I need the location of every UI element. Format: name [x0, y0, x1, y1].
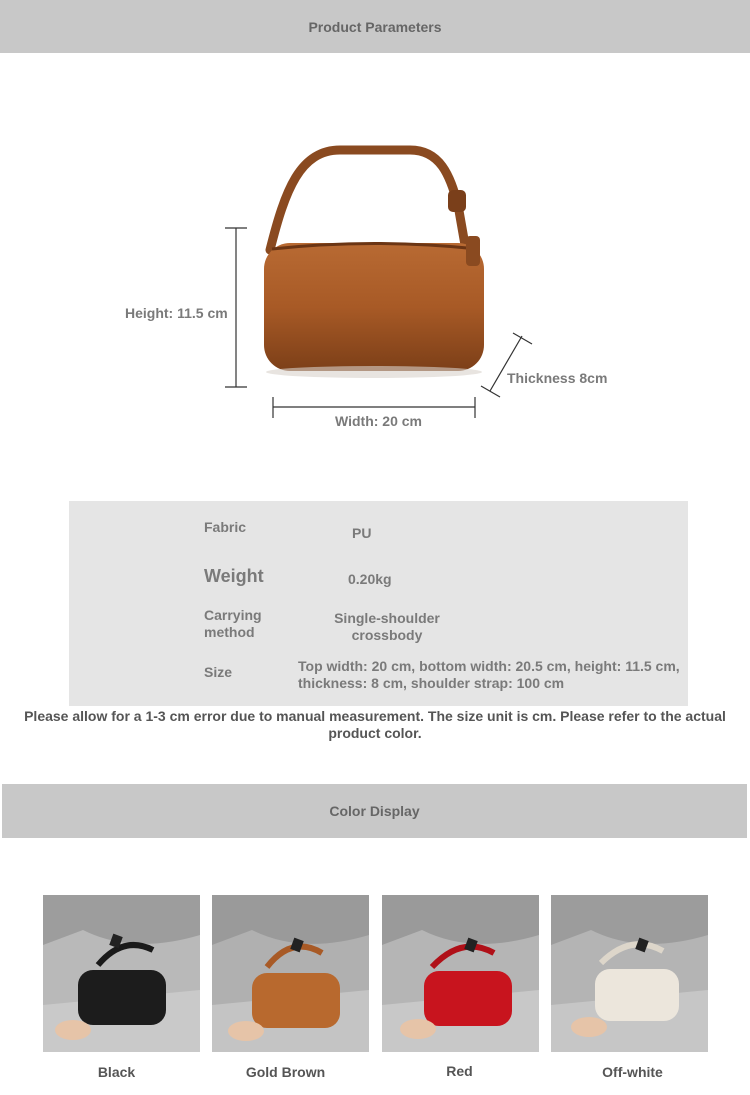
product-image — [0, 120, 750, 440]
color-label-black: Black — [97, 1064, 136, 1080]
param-key-size: Size — [204, 664, 233, 680]
width-label: Width: 20 cm — [335, 413, 422, 429]
param-value-carrying-method: Single-shoulder crossbody — [334, 610, 440, 643]
color-label-gold-brown: Gold Brown — [245, 1064, 326, 1080]
color-label-red: Red — [446, 1063, 473, 1079]
color-swatch-red[interactable] — [382, 895, 539, 1052]
color-display-title: Color Display — [329, 803, 420, 819]
parameters-table — [69, 501, 688, 706]
product-parameters-banner — [0, 0, 750, 53]
param-value-weight: 0.20kg — [348, 571, 392, 587]
param-key-fabric: Fabric — [204, 519, 247, 535]
color-label-off-white: Off-white — [602, 1064, 663, 1080]
param-key-weight: Weight — [204, 566, 264, 586]
measurement-note: Please allow for a 1-3 cm error due to manual measurement. The size unit is cm. Please refer to the actual product color. — [24, 708, 726, 741]
color-swatch-off-white[interactable] — [551, 895, 708, 1052]
thickness-label: Thickness 8cm — [507, 370, 608, 386]
param-key-carrying-method: Carrying method — [204, 607, 262, 640]
color-swatch-black[interactable] — [43, 895, 200, 1052]
height-label: Height: 11.5 cm — [125, 305, 228, 321]
color-display-banner — [2, 784, 747, 838]
param-value-fabric: PU — [352, 525, 372, 541]
product-parameters-title: Product Parameters — [308, 18, 442, 35]
param-value-size: Top width: 20 cm, bottom width: 20.5 cm, height: 11.5 cm, thickness: 8 cm, shoulder strap: 100 cm — [298, 658, 680, 691]
color-swatch-gold-brown[interactable] — [212, 895, 369, 1052]
